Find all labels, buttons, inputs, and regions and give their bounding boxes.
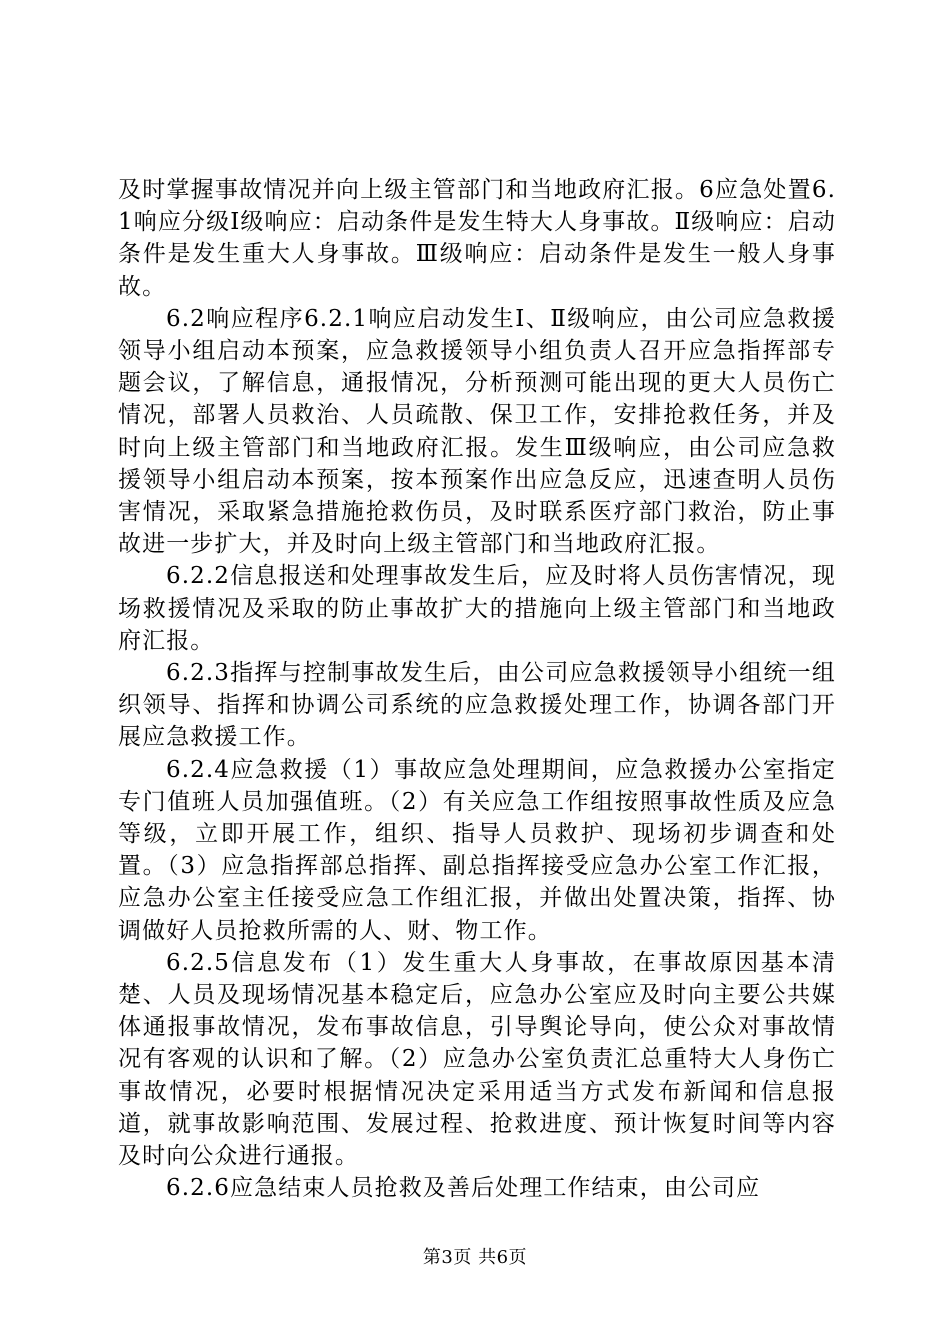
paragraph-1: 及时掌握事故情况并向上级主管部门和当地政府汇报。6应急处置6.1响应分级Ⅰ级响应：启动条件是发生特大人身事故。Ⅱ级响应：启动条件是发生重大人身事故。Ⅲ级响应：启动条件是发生一般人身事故。 [118, 177, 836, 300]
paragraph-4: 6.2.3指挥与控制事故发生后，由公司应急救援领导小组统一组织领导、指挥和协调公司系统的应急救援处理工作，协调各部门开展应急救援工作。 [118, 660, 836, 751]
document-body [118, 174, 836, 1205]
paragraph-3: 6.2.2信息报送和处理事故发生后，应及时将人员伤害情况，现场救援情况及采取的防止事故扩大的措施向上级主管部门和当地政府汇报。 [118, 563, 836, 654]
paragraph-6: 6.2.5信息发布（1）发生重大人身事故，在事故原因基本清楚、人员及现场情况基本稳定后，应急办公室应及时向主要公共媒体通报事故情况，发布事故信息，引导舆论导向，使公众对事故情况有客观的认识和了解。（2）应急办公室负责汇总重特大人身伤亡事故情况，必要时根据情况决定采用适当方式发布新闻和信息报道，就事故影响范围、发展过程、抢救进度、预计恢复时间等内容及时向公众进行通报。 [118, 949, 836, 1170]
paragraph-7: 6.2.6应急结束人员抢救及善后处理工作结束，由公司应 [166, 1175, 761, 1202]
paragraph-2: 6.2响应程序6.2.1响应启动发生Ⅰ、Ⅱ级响应，由公司应急救援领导小组启动本预案，应急救援领导小组负责人召开应急指挥部专题会议，了解信息，通报情况，分析预测可能出现的更大人员伤亡情况，部署人员救治、人员疏散、保卫工作，安排抢救任务，并及时向上级主管部门和当地政府汇报。发生Ⅲ级响应，由公司应急救援领导小组启动本预案，按本预案作出应急反应，迅速查明人员伤害情况，采取紧急措施抢救伤员，及时联系医疗部门救治，防止事故进一步扩大，并及时向上级主管部门和当地政府汇报。 [118, 305, 836, 558]
page-number-footer: 第3页 共6页 [422, 1247, 528, 1268]
paragraph-5: 6.2.4应急救援（1）事故应急处理期间，应急救援办公室指定专门值班人员加强值班。（2）有关应急工作组按照事故性质及应急等级，立即开展工作，组织、指导人员救护、现场初步调查和处置。（3）应急指挥部总指挥、副总指挥接受应急办公室工作汇报，应急办公室主任接受应急工作组汇报，并做出处置决策，指挥、协调做好人员抢救所需的人、财、物工作。 [118, 756, 836, 944]
